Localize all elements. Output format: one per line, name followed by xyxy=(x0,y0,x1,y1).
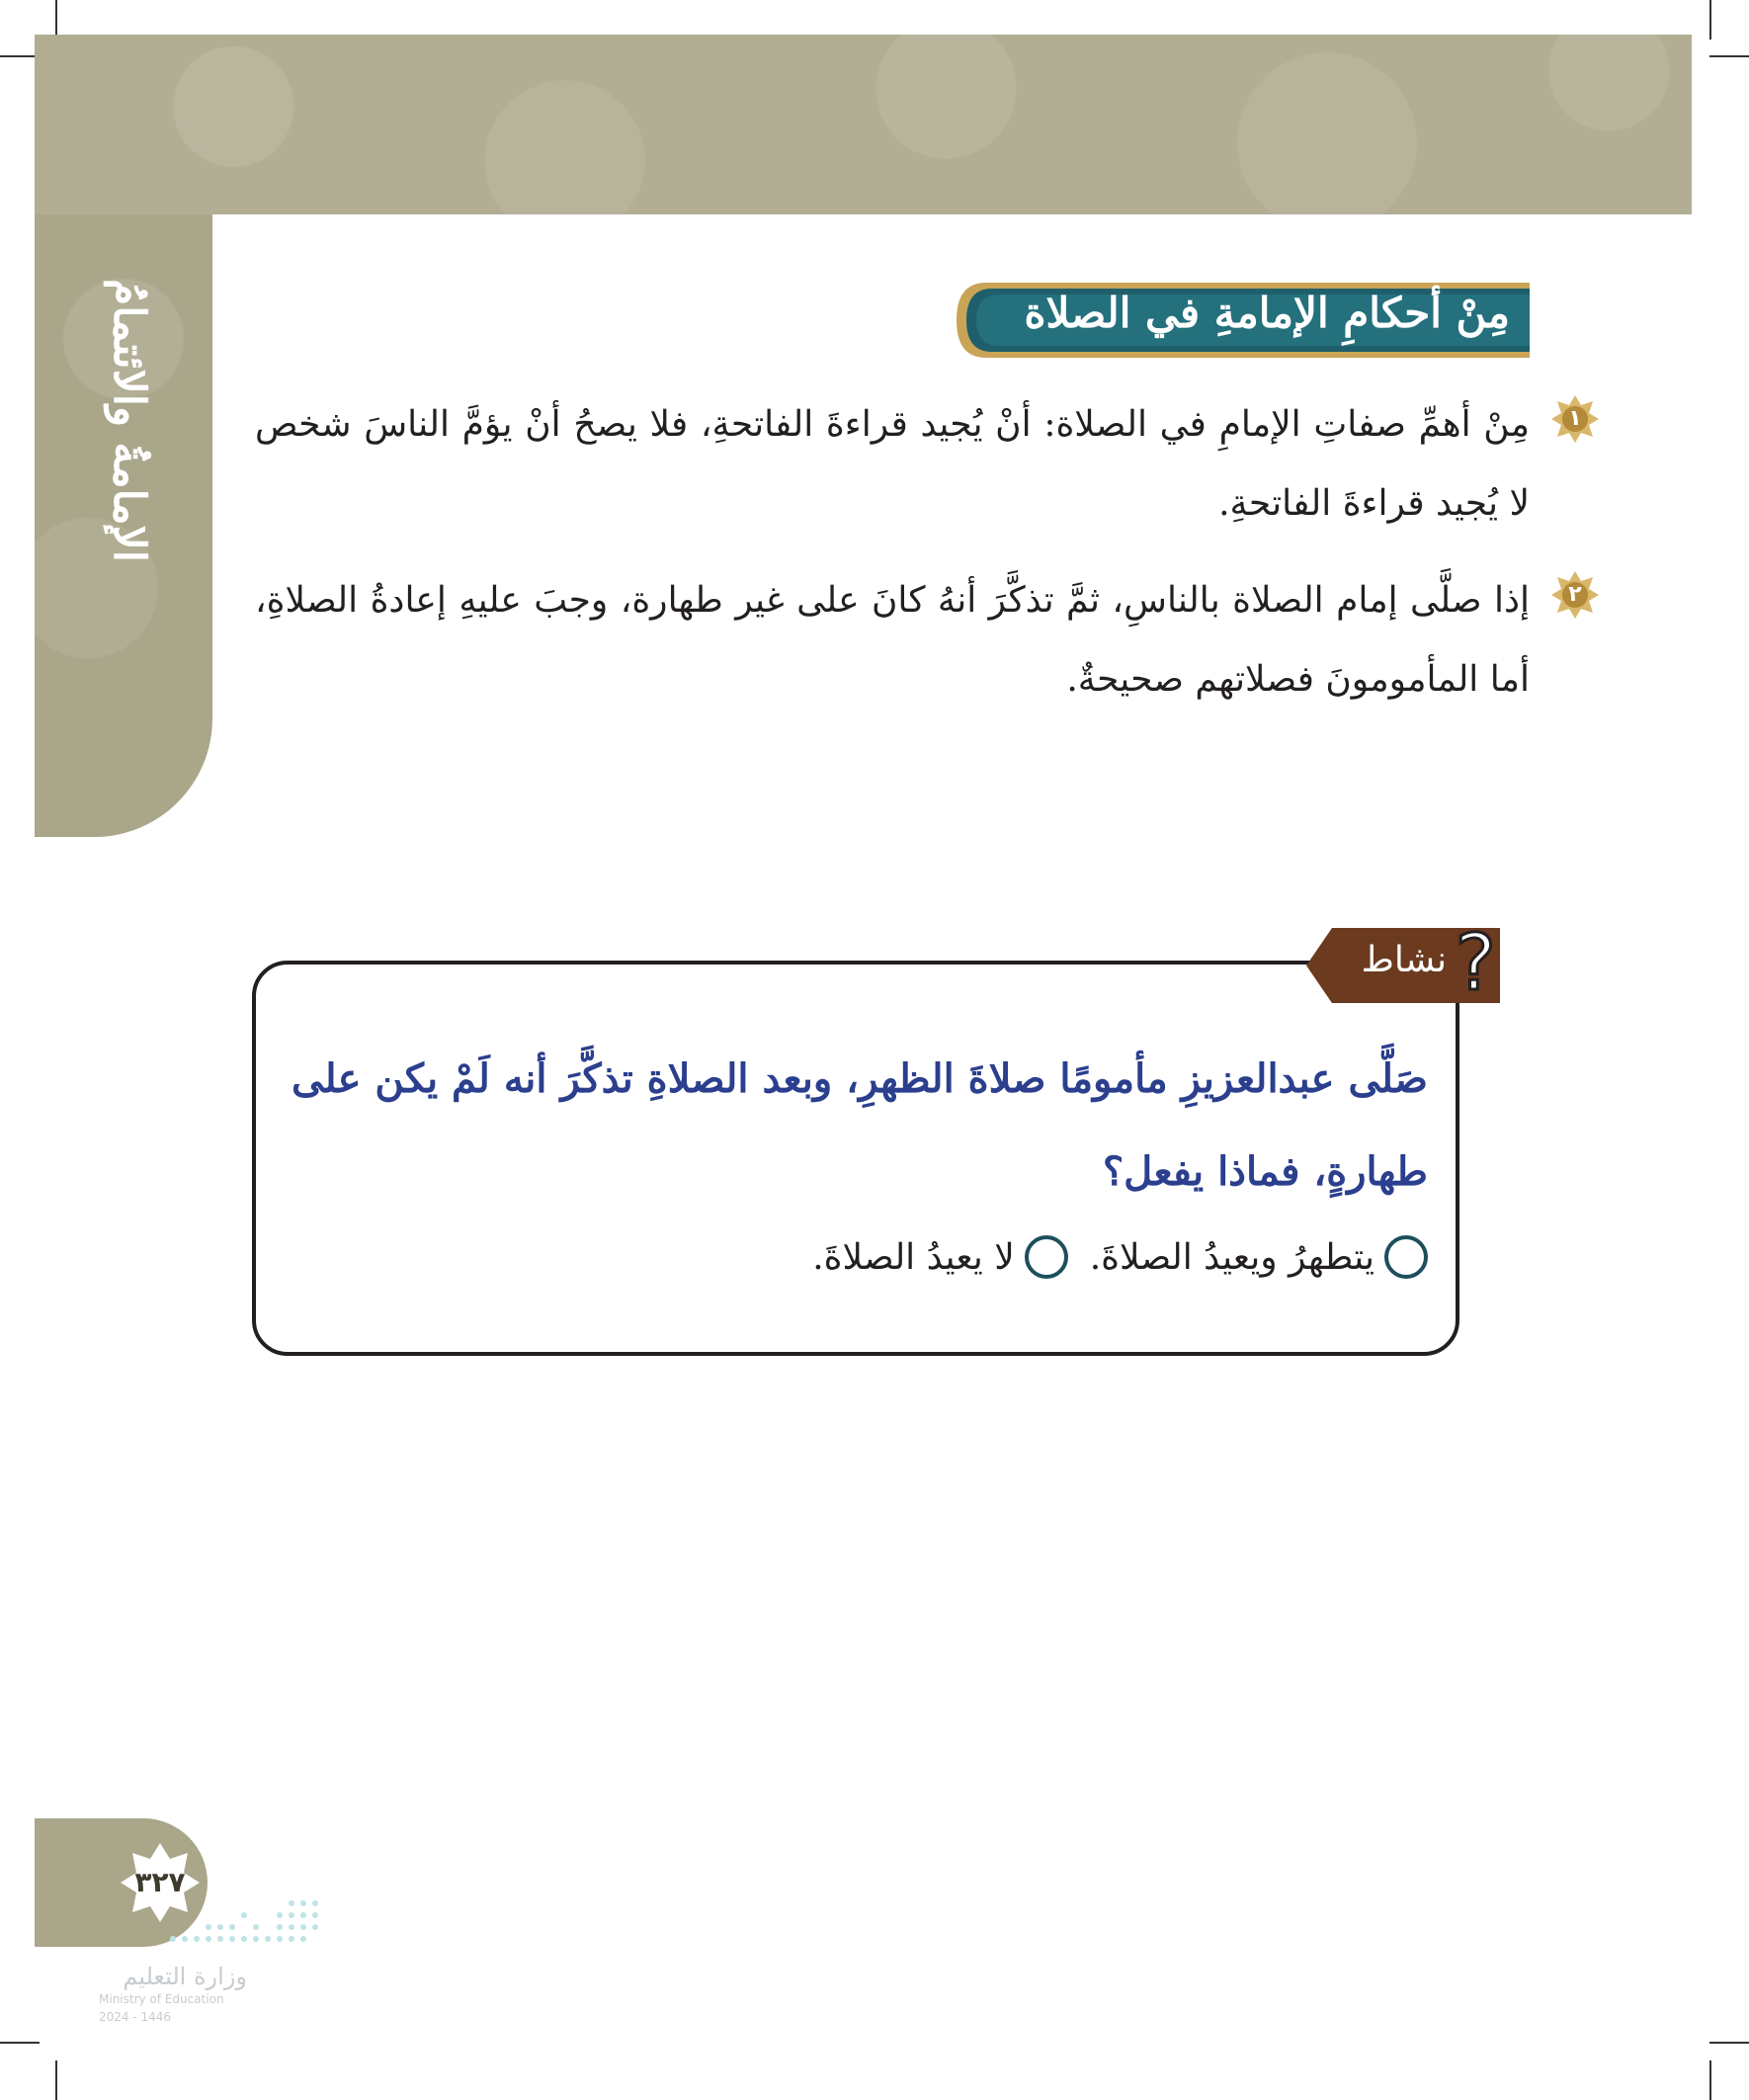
crop-mark xyxy=(55,2060,57,2100)
crop-mark xyxy=(0,55,40,57)
item-number-badge xyxy=(1549,393,1601,445)
page-number: ٣٢٧ xyxy=(134,1866,186,1898)
radio-button[interactable] xyxy=(1384,1235,1428,1279)
ministry-logo-dots xyxy=(163,1899,321,1947)
activity-label: نشاط xyxy=(1361,940,1447,980)
option-item[interactable] xyxy=(1090,1235,1428,1279)
option-item[interactable] xyxy=(812,1235,1068,1279)
crop-mark xyxy=(1709,2042,1749,2044)
ministry-name-arabic: وزارة التعليم xyxy=(123,1963,247,1990)
crop-mark xyxy=(1709,55,1749,57)
item-number: ٢ xyxy=(1568,582,1582,607)
question-mark-icon: ? xyxy=(1455,924,1496,1007)
section-heading-text: مِنْ أحكامِ الإمامةِ في الصلاة xyxy=(1024,289,1510,337)
crop-mark xyxy=(1709,0,1711,40)
chapter-side-title: الإمامةُ والائتمامُ xyxy=(104,278,154,562)
crop-mark xyxy=(0,2042,40,2044)
top-decorative-banner xyxy=(35,35,1692,214)
activity-question: صَلَّى عبدالعزيزِ مأمومًا صلاةَ الظهرِ، وبعد الصلاةِ تذكَّرَ أنه لَمْ يكن على طهارةٍ، فماذا يفعل؟ xyxy=(292,1055,1428,1195)
item-text: مِنْ أهمِّ صفاتِ الإمامِ في الصلاة: أنْ يُجيد قراءةَ الفاتحةِ، فلا يصحُ أنْ يؤمَّ الناسَ شخص لا يُجيد قراءةَ الفاتحةِ. xyxy=(255,404,1530,524)
item-text: إذا صلَّى إمام الصلاة بالناسِ، ثمَّ تذكَّرَ أنهُ كانَ على غير طهارة، وجبَ عليهِ إعادةُ الصلاةِ، أما المأمومونَ فصلاتهم صحيحةٌ. xyxy=(255,580,1530,700)
activity-tag xyxy=(1302,924,1520,1007)
radio-button[interactable] xyxy=(1025,1235,1068,1279)
list-item xyxy=(255,561,1582,719)
list-item xyxy=(255,385,1582,544)
crop-mark xyxy=(55,0,57,40)
option-label: لا يعيدُ الصلاةَ. xyxy=(812,1236,1015,1278)
item-number-badge xyxy=(1549,569,1601,621)
answer-options xyxy=(791,1235,1428,1279)
option-label: يتطهرُ ويعيدُ الصلاةَ. xyxy=(1089,1236,1374,1278)
item-number: ١ xyxy=(1568,406,1582,431)
section-heading xyxy=(947,275,1530,366)
ministry-name-english: Ministry of Education xyxy=(99,1992,224,2006)
ministry-logo xyxy=(99,1963,247,2024)
ministry-year: 2024 - 1446 xyxy=(99,2010,172,2024)
crop-mark xyxy=(1709,2060,1711,2100)
